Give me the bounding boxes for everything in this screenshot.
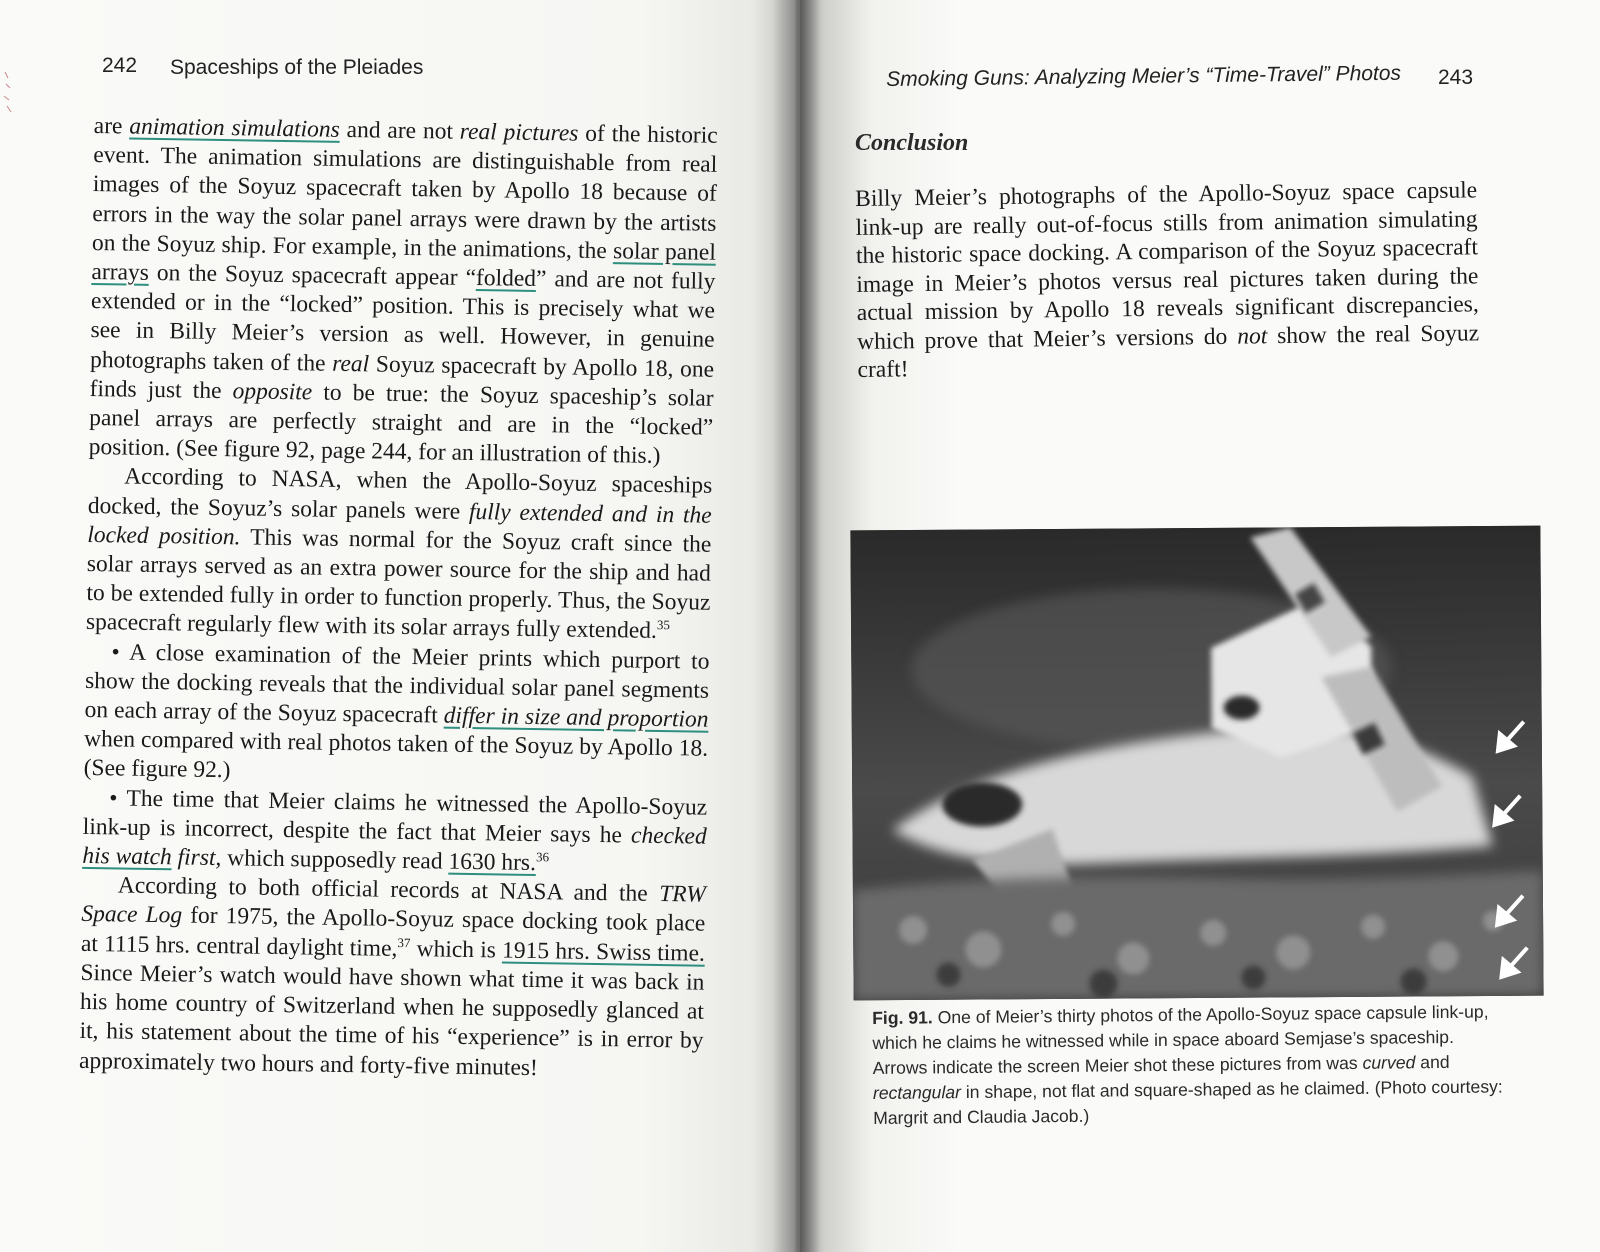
figure-91-photo — [850, 526, 1543, 1001]
underlined-phrase: his watch — [82, 842, 172, 871]
underlined-phrase: folded — [475, 265, 537, 292]
page-number-right: 243 — [1438, 66, 1474, 89]
footnote-ref: 35 — [656, 617, 671, 633]
paragraph: According to NASA, when the Apollo-Soyuz spaceships docked, the Soyuz’s solar panels were fully extended and in the locked position. This was normal for the Soyuz craft since the solar arrays served as an extra power source for the ship and had to be extended fully in order to function properly. Thus, the Soyuz spacecraft regularly flew with its solar arrays fully extended.$^{35}$ — [85, 463, 713, 645]
paragraph: Billy Meier’s photographs of the Apollo-Soyuz space capsule link-up are really out-of-focus stills from animation simulating the historic space docking. A comparison of the Soyuz spacecraft image in Meier’s photos versus real pictures taken during the actual mission by Apollo 18 reveals significant discrepancies, which prove that Meier’s versions do not show the real Soyuz craft! — [855, 177, 1480, 383]
underlined-phrase: 1915 hrs. Swiss time. — [501, 937, 706, 967]
underlined-phrase: differ in size and proportion — [443, 702, 709, 733]
underlined-phrase: 1630 hrs. — [448, 848, 537, 877]
photo-image — [850, 526, 1543, 1001]
bullet-paragraph: • The time that Meier claims he witnessed the Apollo-Soyuz link-up is incorrect, despite the fact that Meier says he checked his watch first, which supposedly read 1630 hrs.$^{36}$ — [82, 784, 708, 877]
conclusion-text — [855, 176, 1480, 384]
left-body-text — [79, 112, 718, 1085]
paragraph: According to both official records at NASA and the TRW Space Log for 1975, the Apollo-Soyuz space docking took place at 1115 hrs. central daylight time,$^{37}$ which is 1915 hrs. Swiss time. Since Meier’s watch would have shown what time it was back in his home country of Switzerland when he supposedly glanced at it, his statement about the time of his “experience” is in error by approximately two hours and forty-five minutes! — [78, 872, 706, 1081]
bullet-marker: • — [109, 784, 118, 812]
underlined-phrase: solar panel arrays — [91, 237, 717, 286]
figure-label: Fig. 91. — [872, 1007, 933, 1028]
running-head-right: Smoking Guns: Analyzing Meier’s “Time-Travel” Photos — [886, 61, 1402, 91]
paragraph: are animation simulations and are not real pictures of the historic event. The animation simulations are distinguishable from real images of the Soyuz spacecraft taken by Apollo 18 because of errors in the way the solar panel arrays were drawn by the artists on the Soyuz ship. For example, in the animations, the solar panel arrays on the Soyuz spacecraft appear “folded” and are not fully extended or in the “locked” position. This is precisely what we see in Billy Meier’s version as well. However, in genuine photographs taken of the real Soyuz spacecraft by Apollo 18, one finds just the opposite to be true: the Soyuz spaceship’s solar panel arrays are perfectly straight and are in the “locked” position. (See figure 92, page 244, for an illustration of this.) — [88, 112, 718, 470]
footnote-ref: 37 — [397, 934, 411, 950]
section-heading: Conclusion — [855, 130, 969, 156]
figure-caption: Fig. 91. One of Meier’s thirty photos of the Apollo-Soyuz space capsule link-up, which he claims he witnessed while in space aboard Semjase’s spaceship. Arrows indicate the screen Meier shot these pictures from was curved and rectangular in shape, not flat and square-shaped as he claimed. (Photo courtesy: Margrit and Claudia Jacob.) — [872, 1001, 1503, 1128]
bullet-marker: • — [111, 638, 120, 666]
page-number: 242 — [102, 54, 138, 77]
underlined-phrase: animation simulations — [129, 113, 341, 143]
bullet-paragraph: • A close examination of the Meier prints which purport to show the docking reveals that the individual solar panel segments on each array of the Soyuz spacecraft differ in size and proportion when compared with real photos taken of the Soyuz by Apollo 18. (See figure 92.) — [83, 638, 710, 784]
running-head: Spaceships of the Pleiades — [170, 56, 424, 79]
margin-marks — [2, 70, 14, 120]
footnote-ref: 36 — [535, 849, 550, 865]
